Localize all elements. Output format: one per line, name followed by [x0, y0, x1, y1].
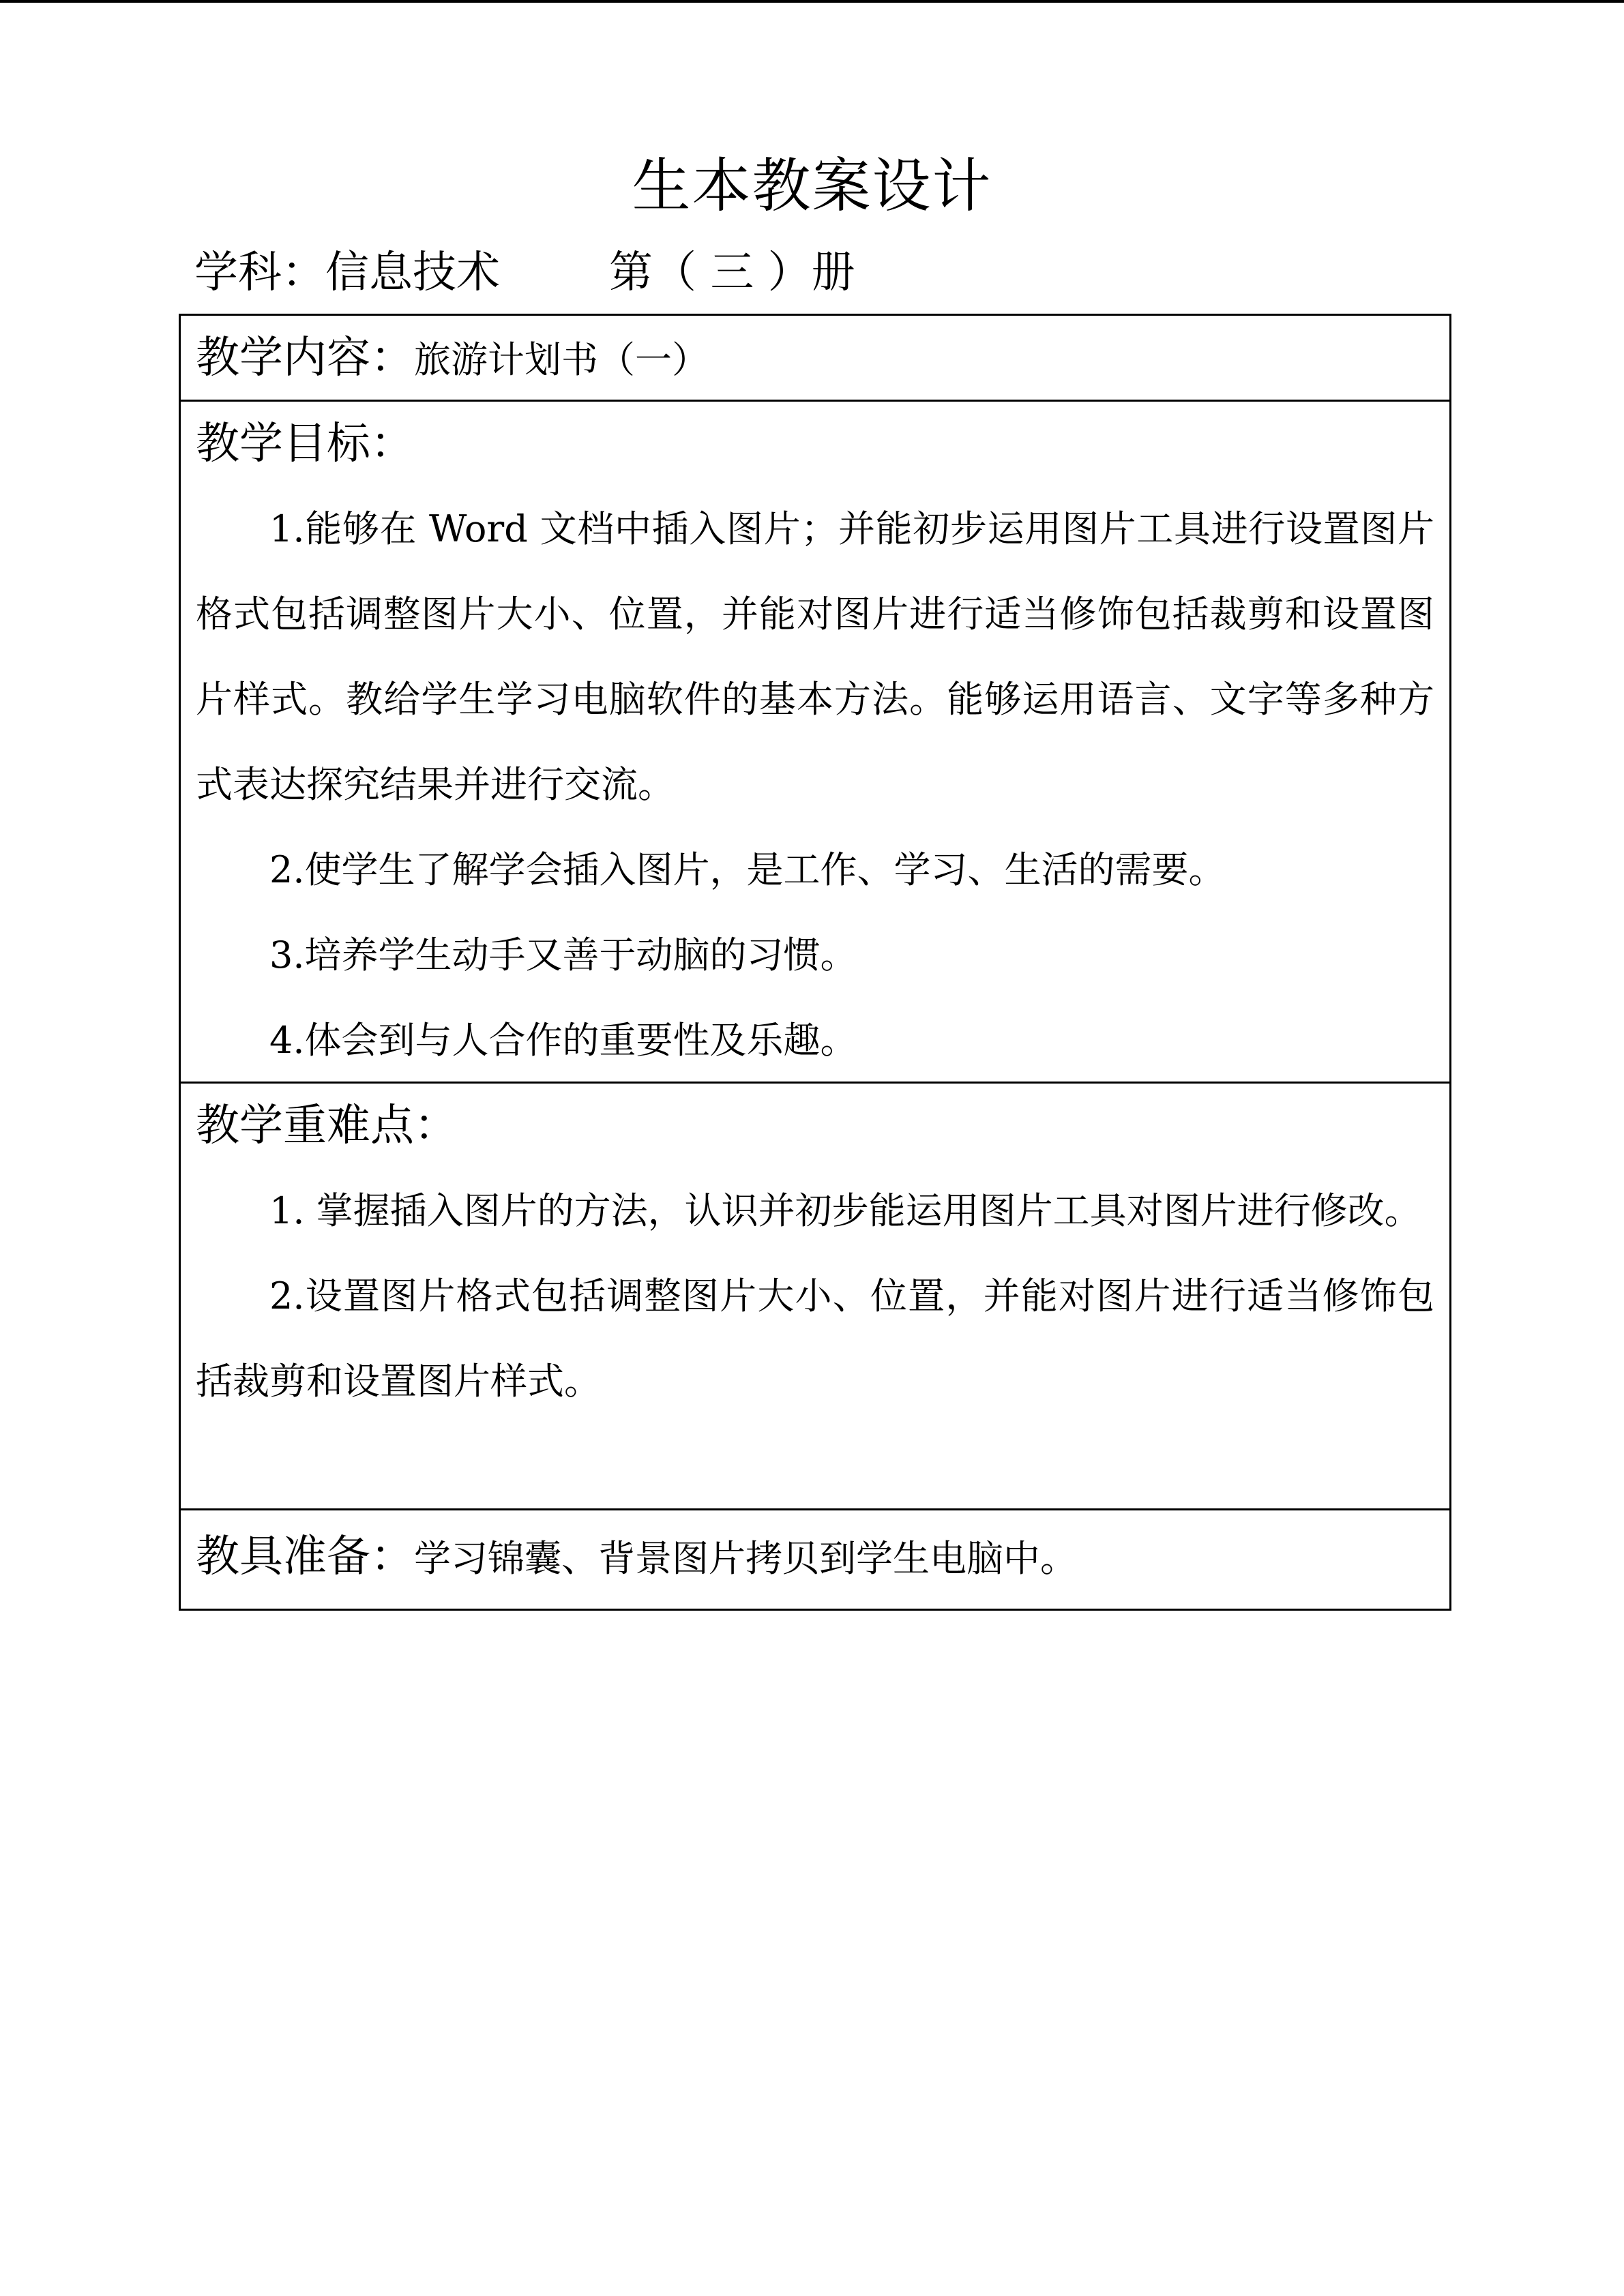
- objectives-row: [181, 402, 1449, 1084]
- lesson-plan-table: [179, 314, 1451, 1611]
- key-point-item-1: 1. 掌握插入图片的方法，认识并初步能运用图片工具对图片进行修改。: [269, 1189, 1421, 1232]
- subject-line: [194, 242, 855, 303]
- content-value: 旅游计划书（一）: [414, 338, 709, 381]
- subject-label: 学科：: [194, 248, 325, 298]
- content-row: [181, 316, 1449, 402]
- objective-item-4: 4.体会到与人合作的重要性及乐趣。: [269, 1019, 857, 1062]
- key-point-item-2: 2.设置图片格式包括调整图片大小、位置，并能对图片进行适当修饰包括裁剪和设置图片样式。: [196, 1274, 1434, 1403]
- tools-line: [196, 1510, 1434, 1614]
- tools-value: 学习锦囊、背景图片拷贝到学生电脑中。: [414, 1537, 1077, 1580]
- objective-item-2: 2.使学生了解学会插入图片，是工作、学习、生活的需要。: [269, 848, 1226, 891]
- objective-item-3: 3.培养学生动手又善于动脑的习惯。: [269, 934, 857, 976]
- key-points-label: 教学重难点：: [196, 1101, 458, 1151]
- content-label: 教学内容：: [196, 333, 414, 383]
- volume-text: 第（ 三 ）册: [609, 248, 855, 298]
- content-line: [196, 316, 1434, 411]
- subject-value: 信息技术: [325, 248, 500, 298]
- tools-label: 教具准备：: [196, 1532, 414, 1582]
- objective-item-1: 1.能够在 Word 文档中插入图片；并能初步运用图片工具进行设置图片格式包括调整图片大小、位置，并能对图片进行适当修饰包括裁剪和设置图片样式。教给学生学习电脑软件的基本方法。能够运用语言、文字等多种方式表达探究结果并进行交流。: [196, 507, 1434, 806]
- top-border-line: [0, 0, 1624, 3]
- key-points-row: [181, 1084, 1449, 1510]
- document-title: 生本教案设计: [632, 152, 992, 220]
- tools-row: [181, 1510, 1449, 1609]
- objectives-label: 教学目标：: [196, 419, 414, 469]
